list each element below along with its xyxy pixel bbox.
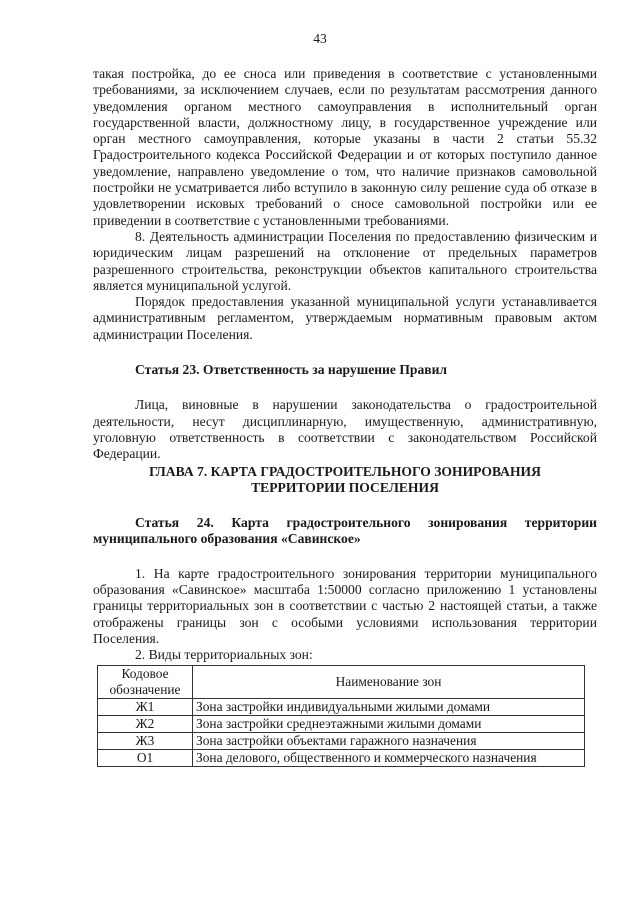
zone-name: Зона застройки среднеэтажными жилыми домами [193,715,585,732]
article-24-paragraph-1: 1. На карте градостроительного зонирования территории муниципального образования «Савинское» масштаба 1:50000 согласно приложению 1 установлены границы территориальных зон в соответствии с частью 2 настоящей статьи, а также отображены границы зон с особыми условиями использования территории Поселения. [93,565,597,646]
header-name: Наименование зон [193,665,585,698]
paragraph-item-8: 8. Деятельность администрации Поселения по предоставлению физическим и юридическим лицам разрешений на отклонение от предельных параметров разрешенного строительства, реконструкции объектов капитального строительства является муниципальной услугой. [93,228,597,293]
page-content [93,66,597,767]
zone-code: Ж2 [98,715,193,732]
table-row [98,732,585,749]
page-number: 43 [313,31,327,46]
chapter-7-title-line1: ГЛАВА 7. КАРТА ГРАДОСТРОИТЕЛЬНОГО ЗОНИРОВАНИЯ [149,463,541,479]
paragraph-procedure: Порядок предоставления указанной муниципальной услуги устанавливается административным регламентом, утверждаемым нормативным правовым актом администрации Поселения. [93,294,597,342]
table-row [98,698,585,715]
zone-name: Зона застройки индивидуальными жилыми домами [193,698,585,715]
zone-code: О1 [98,749,193,766]
zone-name: Зона застройки объектами гаражного назначения [193,732,585,749]
chapter-7-title [93,464,597,497]
table-row [98,749,585,766]
table-row [98,715,585,732]
paragraph-continuation: такая постройка, до ее сноса или приведения в соответствие с установленными требованиями, за исключением случаев, если по результатам рассмотрения данного уведомления органом местного самоуправления в исполнительный орган государственной власти, должностному лицу, в государственное учреждение или орган местного самоуправления, которые указаны в части 2 статьи 55.32 Градостроительного кодекса Российской Федерации и от которых поступило данное уведомление, направлено уведомление о том, что наличие признаков самовольной постройки не усматривается либо вступило в законную силу решение суда об отказе в удовлетворении исковых требований о сносе самовольной постройки или ее приведении в соответствие с установленными требованиями. [93,66,597,228]
zones-table [97,665,585,767]
zone-code: Ж3 [98,732,193,749]
zone-code: Ж1 [98,698,193,715]
header-code: Кодовое обозначение [98,665,193,698]
chapter-7-title-line2: ТЕРРИТОРИИ ПОСЕЛЕНИЯ [251,479,439,495]
article-23-text: Лица, виновные в нарушении законодательства о градостроительной деятельности, несут дисциплинарную, имущественную, административную, уголовную ответственность в соответствии с законодательством Российской Федерации. [93,397,597,462]
article-23-title: Статья 23. Ответственность за нарушение Правил [135,362,448,378]
article-24-title: Статья 24. Карта градостроительного зонирования территории муниципального образования «Савинское» [93,515,597,547]
article-24-paragraph-2: 2. Виды территориальных зон: [135,647,313,663]
zone-name: Зона делового, общественного и коммерческого назначения [193,749,585,766]
zones-table-header [98,665,585,698]
